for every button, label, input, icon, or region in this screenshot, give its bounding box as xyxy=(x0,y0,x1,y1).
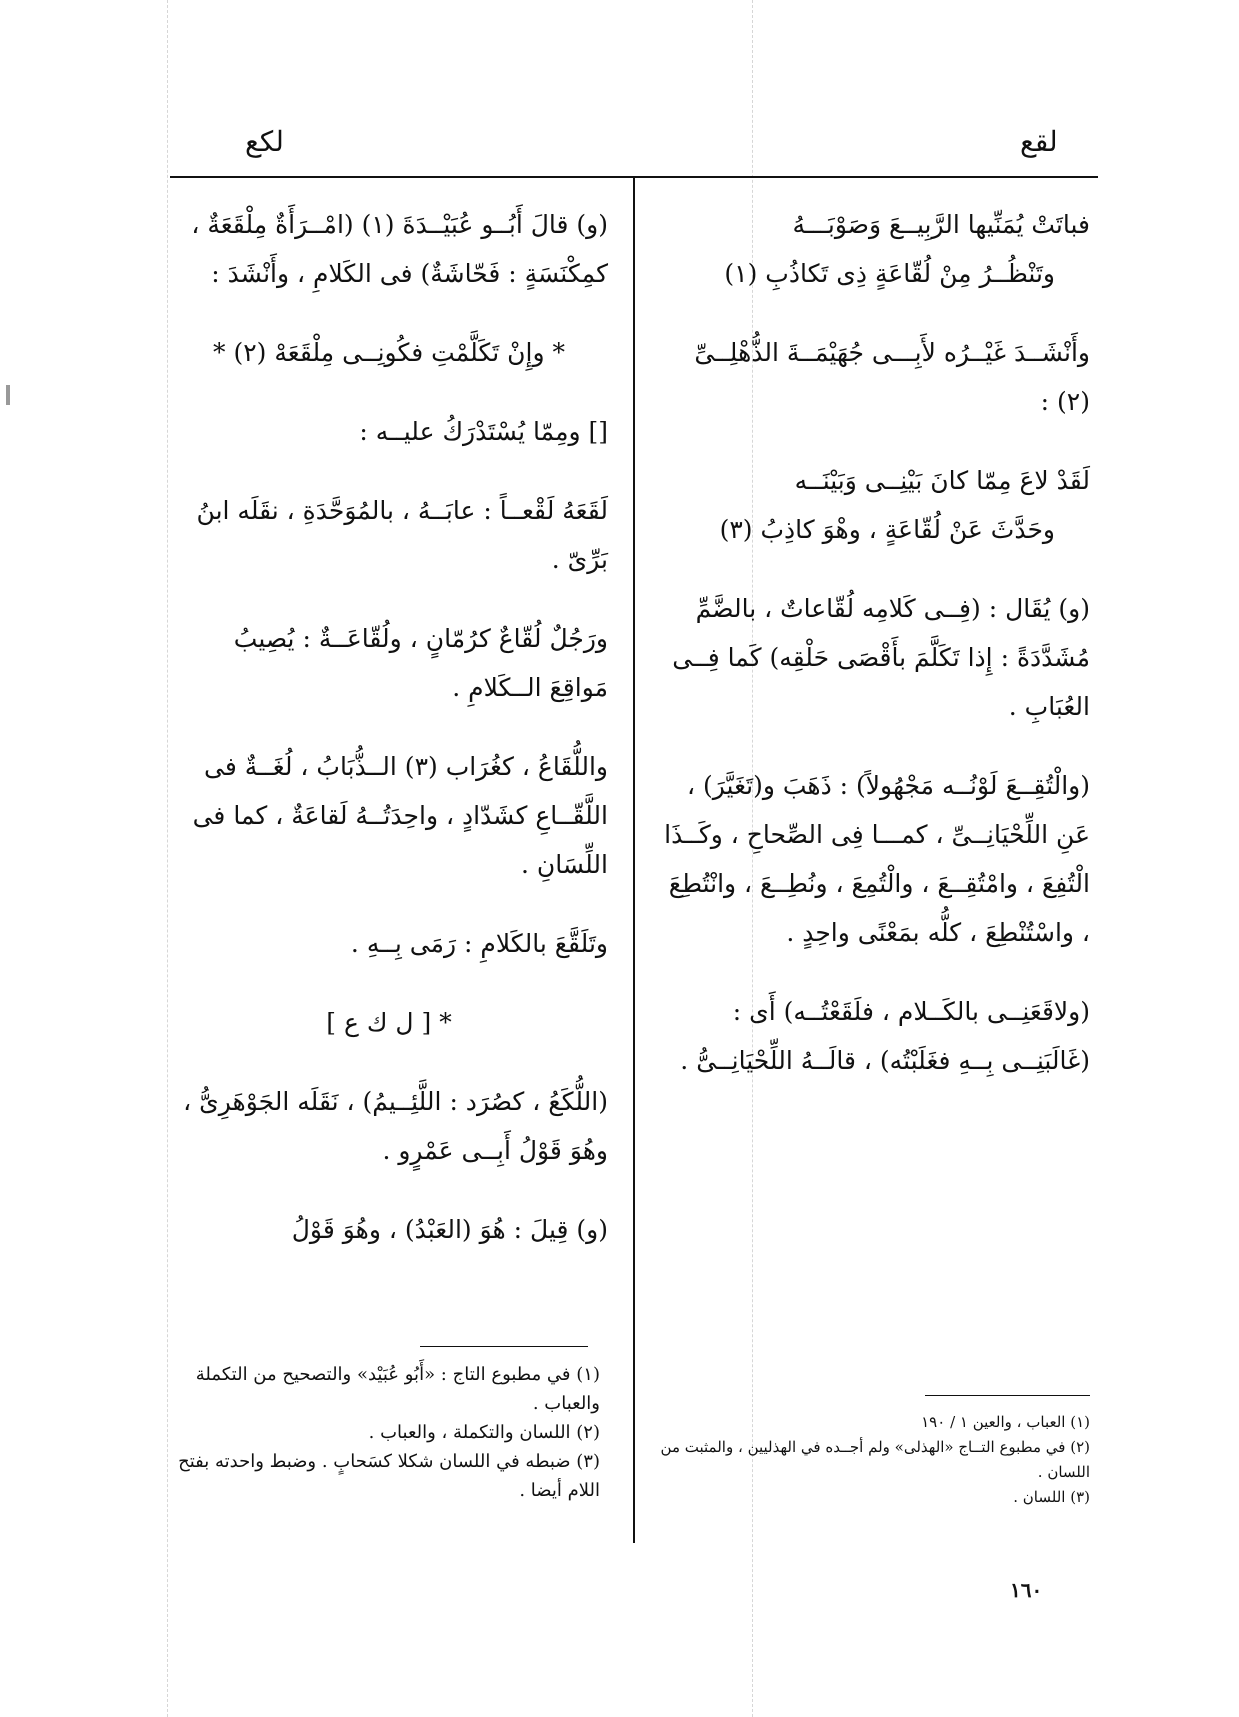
footnote: (٢) في مطبوع التــاج «الهذلى» ولم أجــده في الهذليين ، والمثبت من اللسان . xyxy=(660,1438,1090,1481)
paragraph: وأَنْشَــدَ غَيْــرُه لأَبِـــى جُهَيْمَــةَ الذُّهْلِــىِّ (٢) : xyxy=(694,338,1090,416)
footnotes-left xyxy=(170,1360,600,1505)
scan-guide-line xyxy=(167,0,168,1717)
paragraph: (ولاقَعَنِــى بالكَــلام ، فلَقَعْتُــه) أَى : (غَالَبَنِــى بِــهِ فغَلَبْتُه) ، قالَــهُ اللِّحْيَانِــىُّ . xyxy=(680,997,1090,1075)
verse-line: وحَدَّثَ عَنْ لُقّاعَةٍ ، وهْوَ كاذِبُ (٣) xyxy=(719,515,1055,544)
footnote-rule-left xyxy=(420,1346,588,1347)
paragraph: (و) قِيلَ : هُوَ (العَبْدُ) ، وهُوَ قَوْلُ xyxy=(291,1215,608,1244)
paragraph: (و) قالَ أَبُــو عُبَيْــدَةَ (١) (امْــرَأَةٌ مِلْقَعَةٌ ، كمِكْنَسَةٍ : فَحّاشَةٌ) فى الكَلامِ ، وأَنْشَدَ : xyxy=(191,210,608,288)
footnote: (٢) اللسان والتكملة ، والعباب . xyxy=(368,1422,600,1443)
column-divider xyxy=(633,178,635,1543)
paragraph: واللُّقَاعُ ، كغُرَاب (٣) الــذُّبَابُ ، لُغَــةٌ فى اللَّقّــاعِ كشَدّادٍ ، واحِدَتُــهُ لَقاعَةٌ ، كما فى اللِّسَانِ . xyxy=(192,752,608,879)
paragraph: (و) يُقَال : (فِــى كَلامِه لُقّاعاتٌ ، بالضَّمِّ مُشَدَّدَةً : إِذا تَكَلَّمَ بأَقْصَى حَلْقِه) كَما فِــى العُبَابِ . xyxy=(672,594,1090,721)
footnote: (١) العباب ، والعين ١ / ١٩٠ xyxy=(921,1413,1090,1431)
paragraph: (والْتُقِــعَ لَوْنُــه مَجْهُولاً) : ذَهَبَ و(تَغَيَّرَ) ، عَنِ اللِّحْيَانِــىِّ ، كمـــا فِى الصِّحاحِ ، وكَــذَا الْتُفِعَ ، وامْتُقِــعَ ، والْتُمِعَ ، ونُطِــعَ ، وانْتُطِعَ ، واسْتُنْطِعَ ، كلُّه بمَعْنًى واحِدٍ . xyxy=(664,771,1090,947)
verse-line: لَقَدْ لاعَ مِمّا كانَ بَيْنِــى وَبَيْنَــه xyxy=(794,466,1090,495)
paragraph: وتَلَقَّعَ بالكَلامِ : رَمَى بِــهِ . xyxy=(350,929,608,958)
footnote-rule-right xyxy=(925,1395,1090,1396)
running-head-left: لكع xyxy=(245,125,284,158)
page-number: ١٦٠ xyxy=(1010,1578,1043,1602)
verse-line: * وإِنْ تَكَلَّمْتِ فكُونِــى مِلْقَعَهْ (٢) * xyxy=(213,338,565,367)
paragraph: لَقَعَهُ لَقْعــاً : عابَــهُ ، بالمُوَحَّدَةِ ، نقَلَه ابنُ بَرِّىّ . xyxy=(196,496,608,574)
right-column xyxy=(660,200,1090,1115)
verse-line: وتَنْظُــرُ مِنْ لُقّاعَةٍ ذِى تَكاذُبِ (١) xyxy=(724,259,1055,288)
footnote: (١) في مطبوع التاج : «أَبُو عُبَيْد» والتصحيح من التكملة والعباب . xyxy=(195,1364,600,1414)
footnote: (٣) ضبطه في اللسان شكلا كسَحابٍ . وضبط واحدته بفتح اللام أيضا . xyxy=(178,1451,600,1501)
footnote: (٣) اللسان . xyxy=(1013,1488,1090,1506)
footnotes-right xyxy=(660,1410,1090,1510)
paragraph: ورَجُلٌ لُقّاعٌ كرُمّانٍ ، ولُقّاعَــةٌ : يُصِيبُ مَواقِعَ الــكَلامِ . xyxy=(233,624,608,702)
paragraph: [] ومِمّا يُسْتَدْرَكُ عليــه : xyxy=(359,417,608,446)
verse-line: فباتَتْ يُمَنِّيها الرَّبِيــعَ وَصَوْبَـــهُ xyxy=(792,210,1090,239)
left-column xyxy=(170,200,608,1284)
paragraph: (اللُّكَعُ ، كصُرَد : اللَّئِــيمُ) ، نَقَلَه الجَوْهَرِىُّ ، وهُوَ قَوْلُ أَبِــى عَمْرٍو . xyxy=(183,1087,608,1165)
running-head-right: لقع xyxy=(1020,125,1058,158)
entry-heading: * [ ل ك ع ] xyxy=(326,1008,452,1037)
margin-mark xyxy=(6,385,10,405)
